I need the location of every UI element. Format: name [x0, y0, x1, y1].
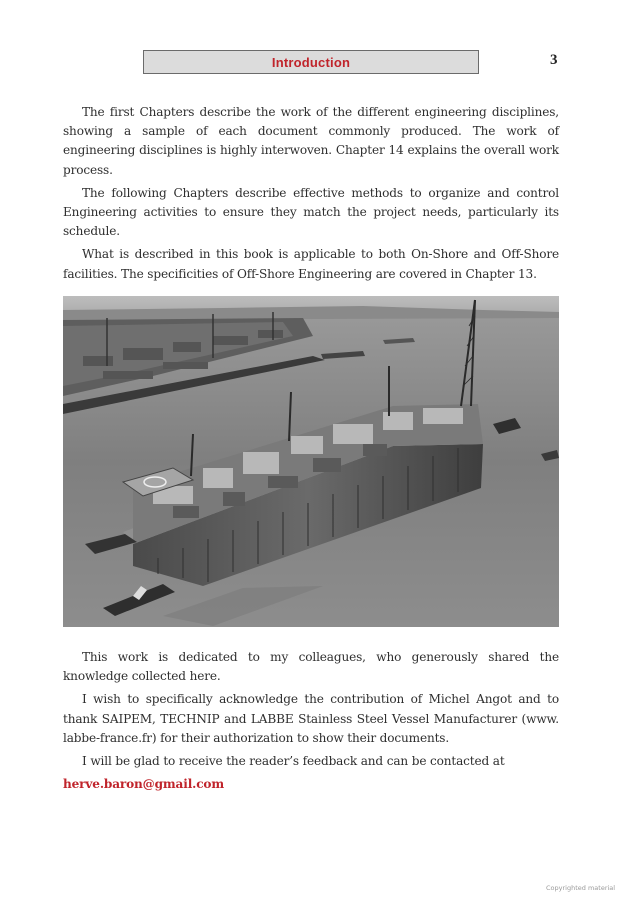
contact-email-link[interactable]: herve.baron@gmail.com	[63, 777, 224, 792]
paragraph: What is described in this book is applicable to both On-Shore and Off-Shore facilities. The specificities of Off-Shore Engineering are covered in Chapter 13.	[63, 247, 559, 281]
paragraph: The following Chapters describe effective methods to organize and control Engineering activities to ensure they match the project needs, particularly its schedule.	[63, 185, 559, 239]
offshore-vessel-photo	[63, 296, 559, 627]
intro-text-top	[63, 103, 559, 288]
chapter-header	[143, 50, 479, 74]
photo-illustration	[63, 296, 559, 627]
dedication-text	[63, 648, 559, 794]
paragraph: The first Chapters describe the work of the different engineering disciplines, showing a sample of each document commonly produced. The work of engineering disciplines is highly interwoven. Chapter 14 explains the overall work process.	[63, 105, 559, 177]
paragraph: I will be glad to receive the reader’s feedback and can be contacted at	[82, 754, 505, 769]
paragraph: I wish to specifically acknowledge the contribution of Michel Angot and to thank SAIPEM, TECHNIP and LABBE Stainless Steel Vessel Manufacturer (www. labbe-france.fr) for their authorization to show their documents.	[63, 692, 559, 745]
paragraph: This work is dedicated to my colleagues, who generously shared the knowledge collected here.	[63, 650, 559, 684]
page-number: 3	[550, 52, 558, 68]
chapter-title: Introduction	[271, 54, 351, 70]
copyright-notice: Copyrighted material	[546, 884, 616, 892]
